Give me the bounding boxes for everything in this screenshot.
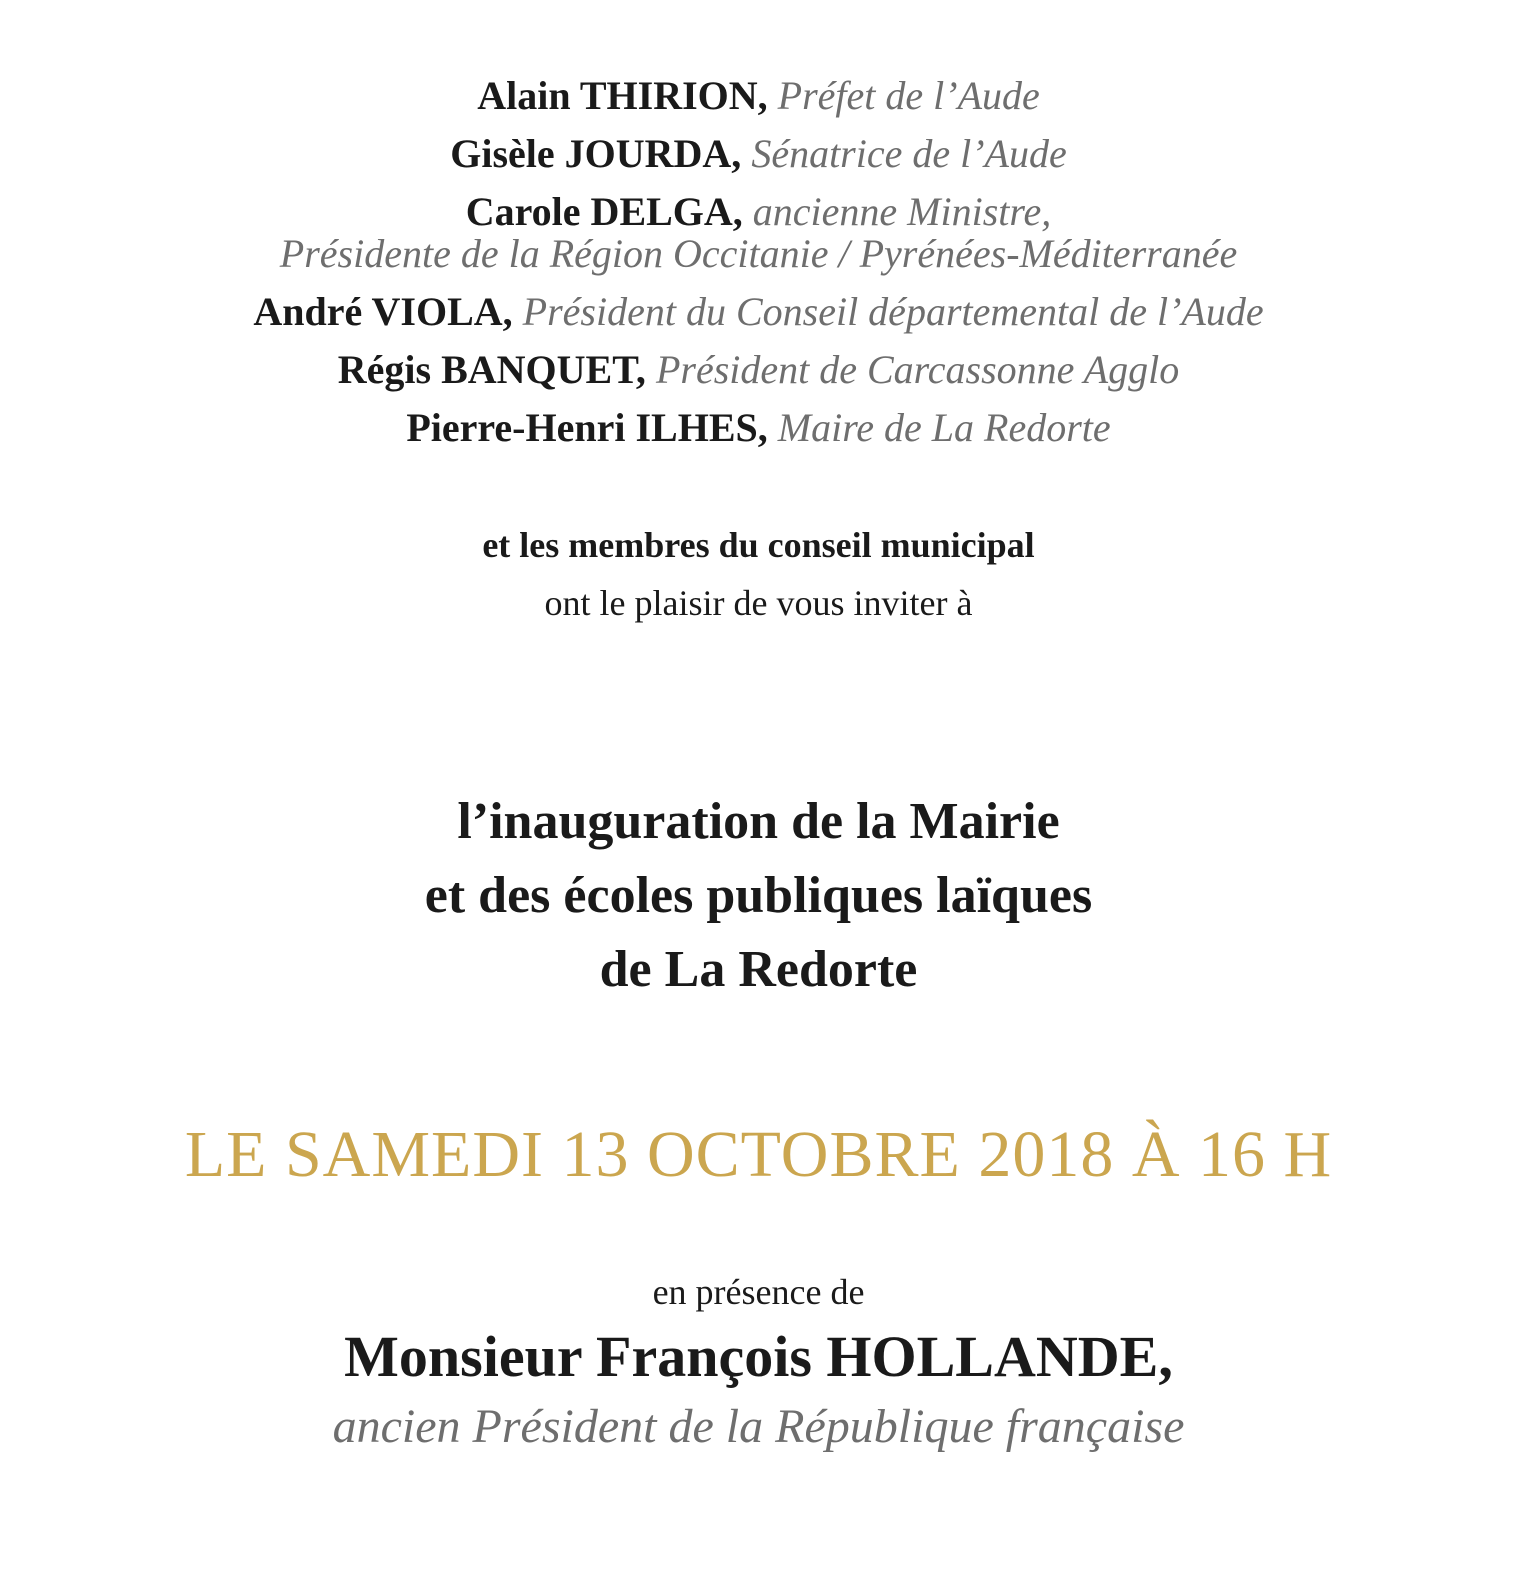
host-line-delga [0, 188, 1517, 236]
invite-line: ont le plaisir de vous inviter à [544, 583, 973, 623]
host-title: ancienne Ministre, [752, 189, 1052, 234]
event-line-3: de La Redorte [599, 941, 918, 998]
host-name: Gisèle JOURDA, [450, 131, 742, 176]
host-name: Alain THIRION, [477, 73, 768, 118]
host-title: Président de Carcassonne Agglo [655, 347, 1180, 392]
host-title: Maire de La Redorte [777, 405, 1111, 450]
host-title-continued: Présidente de la Région Occitanie / Pyrénées-Méditerranée [279, 231, 1238, 276]
event-date: LE SAMEDI 13 OCTOBRE 2018 À 16 H [184, 1118, 1333, 1191]
host-line-banquet [0, 346, 1517, 394]
host-name: Régis BANQUET, [337, 347, 646, 392]
guest-name: Monsieur François HOLLANDE, [344, 1324, 1173, 1389]
host-name: Pierre-Henri ILHES, [406, 405, 768, 450]
host-line-jourda [0, 130, 1517, 178]
host-title: Préfet de l’Aude [777, 73, 1040, 118]
host-line-ilhes [0, 404, 1517, 452]
host-title: Sénatrice de l’Aude [751, 131, 1067, 176]
members-line: et les membres du conseil municipal [482, 525, 1035, 565]
presence-line: en présence de [652, 1272, 865, 1312]
guest-title: ancien Président de la République française [332, 1400, 1185, 1453]
host-name: Carole DELGA, [465, 189, 743, 234]
host-line-viola [0, 288, 1517, 336]
host-title: Président du Conseil départemental de l’Aude [522, 289, 1264, 334]
event-line-1: l’inauguration de la Mairie [457, 793, 1060, 850]
host-line-thirion [0, 72, 1517, 120]
event-line-2: et des écoles publiques laïques [424, 867, 1093, 924]
host-name: André VIOLA, [253, 289, 513, 334]
